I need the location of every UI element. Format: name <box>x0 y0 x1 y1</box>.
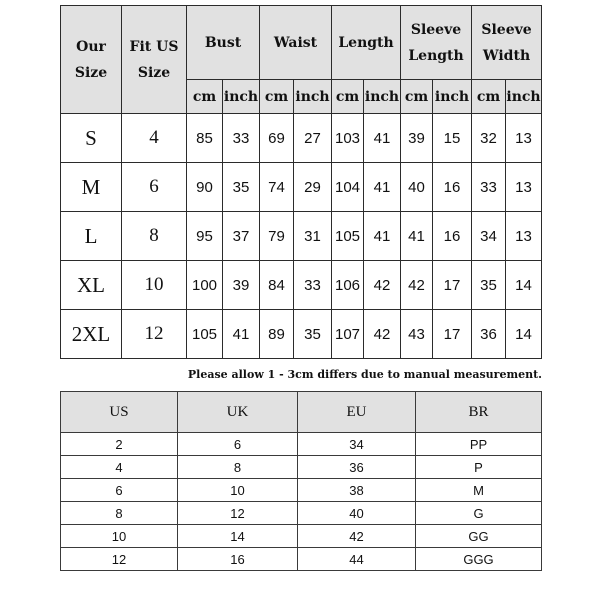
sleeve-length-cm: 43 <box>401 310 433 359</box>
us-size: 8 <box>61 502 178 525</box>
waist-inch: 29 <box>294 163 332 212</box>
unit-cm: cm <box>401 80 433 114</box>
sleeve-width-inch: 13 <box>506 163 542 212</box>
bust-inch: 39 <box>223 261 260 310</box>
unit-cm: cm <box>472 80 506 114</box>
length-cm: 105 <box>332 212 364 261</box>
size-label: L <box>61 212 122 261</box>
measurement-note: Please allow 1 - 3cm differs due to manual measurement. <box>187 368 542 381</box>
size-chart-header-row <box>61 6 542 80</box>
uk-size: 6 <box>178 433 298 456</box>
us-size: 12 <box>61 548 178 571</box>
eu-size: 42 <box>298 525 416 548</box>
waist-inch: 27 <box>294 114 332 163</box>
bust-cm: 95 <box>187 212 223 261</box>
sleeve-length-inch: 15 <box>433 114 472 163</box>
br-size: GG <box>416 525 542 548</box>
sleeve-length-inch: 16 <box>433 163 472 212</box>
header-uk: UK <box>178 392 298 433</box>
table-row <box>61 114 542 163</box>
bust-inch: 41 <box>223 310 260 359</box>
us-size: 6 <box>61 479 178 502</box>
sleeve-width-inch: 14 <box>506 310 542 359</box>
unit-inch: inch <box>223 80 260 114</box>
fit-us-size: 12 <box>122 310 187 359</box>
eu-size: 40 <box>298 502 416 525</box>
fit-us-size: 10 <box>122 261 187 310</box>
length-inch: 41 <box>364 212 401 261</box>
uk-size: 10 <box>178 479 298 502</box>
header-our-size: Our Size <box>61 6 122 114</box>
header-waist: Waist <box>260 6 332 80</box>
length-inch: 41 <box>364 163 401 212</box>
header-eu: EU <box>298 392 416 433</box>
unit-inch: inch <box>364 80 401 114</box>
header-br: BR <box>416 392 542 433</box>
length-cm: 107 <box>332 310 364 359</box>
length-inch: 42 <box>364 310 401 359</box>
header-sleeve-length: Sleeve Length <box>401 6 472 80</box>
header-length: Length <box>332 6 401 80</box>
eu-size: 36 <box>298 456 416 479</box>
sleeve-width-cm: 36 <box>472 310 506 359</box>
sleeve-width-cm: 32 <box>472 114 506 163</box>
size-label: S <box>61 114 122 163</box>
waist-inch: 33 <box>294 261 332 310</box>
sleeve-width-inch: 14 <box>506 261 542 310</box>
table-row <box>61 212 542 261</box>
waist-cm: 69 <box>260 114 294 163</box>
length-cm: 103 <box>332 114 364 163</box>
eu-size: 34 <box>298 433 416 456</box>
length-inch: 41 <box>364 114 401 163</box>
size-label: 2XL <box>61 310 122 359</box>
sleeve-width-inch: 13 <box>506 212 542 261</box>
sleeve-length-inch: 17 <box>433 261 472 310</box>
header-fit-us-size: Fit US Size <box>122 6 187 114</box>
bust-cm: 85 <box>187 114 223 163</box>
br-size: M <box>416 479 542 502</box>
fit-us-size: 8 <box>122 212 187 261</box>
sleeve-width-cm: 34 <box>472 212 506 261</box>
table-row <box>61 548 542 571</box>
conversion-header-row <box>61 392 542 433</box>
bust-cm: 90 <box>187 163 223 212</box>
br-size: G <box>416 502 542 525</box>
unit-cm: cm <box>187 80 223 114</box>
us-size: 4 <box>61 456 178 479</box>
fit-us-size: 6 <box>122 163 187 212</box>
length-cm: 106 <box>332 261 364 310</box>
waist-inch: 31 <box>294 212 332 261</box>
table-row <box>61 456 542 479</box>
size-chart-table <box>60 5 542 359</box>
sleeve-width-cm: 33 <box>472 163 506 212</box>
us-size: 10 <box>61 525 178 548</box>
br-size: GGG <box>416 548 542 571</box>
waist-cm: 84 <box>260 261 294 310</box>
eu-size: 38 <box>298 479 416 502</box>
bust-inch: 37 <box>223 212 260 261</box>
eu-size: 44 <box>298 548 416 571</box>
uk-size: 8 <box>178 456 298 479</box>
uk-size: 16 <box>178 548 298 571</box>
header-us: US <box>61 392 178 433</box>
uk-size: 12 <box>178 502 298 525</box>
sleeve-length-cm: 39 <box>401 114 433 163</box>
fit-us-size: 4 <box>122 114 187 163</box>
waist-cm: 89 <box>260 310 294 359</box>
header-sleeve-width: Sleeve Width <box>472 6 542 80</box>
br-size: P <box>416 456 542 479</box>
br-size: PP <box>416 433 542 456</box>
sleeve-width-inch: 13 <box>506 114 542 163</box>
sleeve-length-cm: 40 <box>401 163 433 212</box>
uk-size: 14 <box>178 525 298 548</box>
table-row <box>61 433 542 456</box>
table-row <box>61 310 542 359</box>
unit-inch: inch <box>433 80 472 114</box>
sleeve-width-cm: 35 <box>472 261 506 310</box>
unit-inch: inch <box>294 80 332 114</box>
sleeve-length-inch: 17 <box>433 310 472 359</box>
sleeve-length-cm: 41 <box>401 212 433 261</box>
table-row <box>61 479 542 502</box>
size-conversion-table <box>60 391 542 571</box>
header-bust: Bust <box>187 6 260 80</box>
size-label: XL <box>61 261 122 310</box>
size-label: M <box>61 163 122 212</box>
bust-cm: 105 <box>187 310 223 359</box>
unit-cm: cm <box>260 80 294 114</box>
table-row <box>61 525 542 548</box>
unit-inch: inch <box>506 80 542 114</box>
waist-cm: 79 <box>260 212 294 261</box>
waist-inch: 35 <box>294 310 332 359</box>
table-row <box>61 502 542 525</box>
table-row <box>61 261 542 310</box>
length-cm: 104 <box>332 163 364 212</box>
unit-cm: cm <box>332 80 364 114</box>
table-row <box>61 163 542 212</box>
bust-inch: 35 <box>223 163 260 212</box>
us-size: 2 <box>61 433 178 456</box>
sleeve-length-inch: 16 <box>433 212 472 261</box>
length-inch: 42 <box>364 261 401 310</box>
sleeve-length-cm: 42 <box>401 261 433 310</box>
waist-cm: 74 <box>260 163 294 212</box>
bust-inch: 33 <box>223 114 260 163</box>
bust-cm: 100 <box>187 261 223 310</box>
